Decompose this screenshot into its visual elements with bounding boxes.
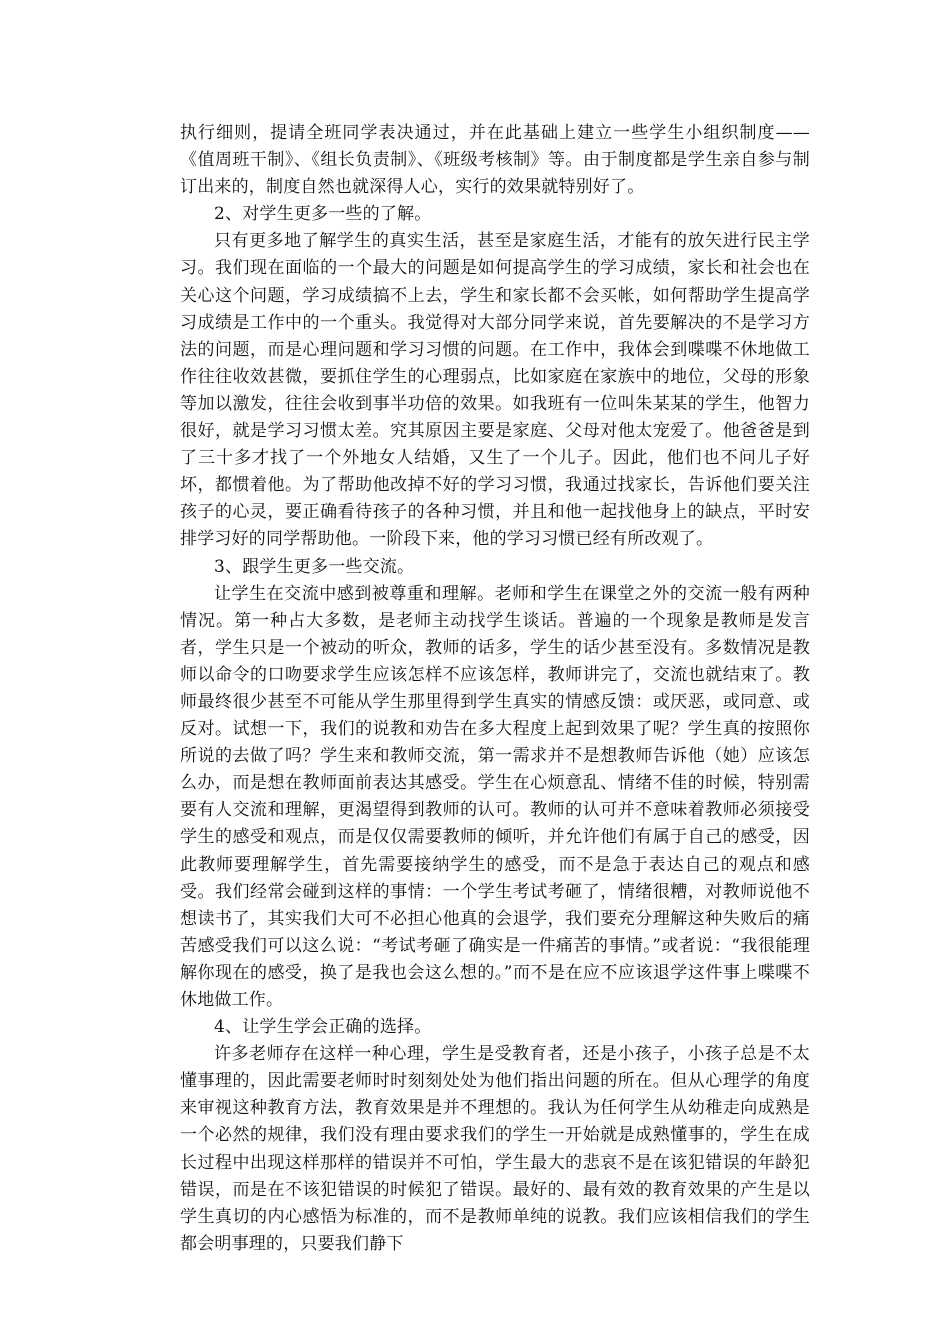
paragraph-communication: 让学生在交流中感到被尊重和理解。老师和学生在课堂之外的交流一般有两种情况。第一种占大多数，是老师主动找学生谈话。普遍的一个现象是教师是发言者，学生只是一个被动的听众，教师的话多，学生的话少甚至没有。多数情况是教师以命令的口吻要求学生应该怎样不应该怎样，教师讲完了，交流也就结束了。教师最终很少甚至不可能从学生那里得到学生真实的情感反馈：或厌恶，或同意、或反对。试想一下，我们的说教和劝告在多大程度上起到效果了呢？学生真的按照你所说的去做了吗？学生来和教师交流，第一需求并不是想教师告诉他（她）应该怎么办，而是想在教师面前表达其感受。学生在心烦意乱、情绪不佳的时候，特别需要有人交流和理解，更渴望得到教师的认可。教师的认可并不意味着教师必须接受学生的感受和观点，而是仅仅需要教师的倾听，并允许他们有属于自己的感受，因此教师要理解学生，首先需要接纳学生的感受，而不是急于表达自己的观点和感受。我们经常会碰到这样的事情：一个学生考试考砸了，情绪很糟，对教师说他不想读书了，其实我们大可不必担心他真的会退学，我们要充分理解这种失败后的痛苦感受我们可以这么说：“考试考砸了确实是一件痛苦的事情。”或者说：“我很能理解你现在的感受，换了是我也会这么想的。”而不是在应不应该退学这件事上喋喋不休地做工作。	[180, 583, 810, 1010]
paragraph-correct-choice: 许多老师存在这样一种心理，学生是受教育者，还是小孩子，小孩子总是不太懂事理的，因此需要老师时时刻刻处处为他们指出问题的所在。但从心理学的角度来审视这种教育方法，教育效果是并不理想的。我认为任何学生从幼稚走向成熟是一个必然的规律，我们没有理由要求我们的学生一开始就是成熟懂事的，学生在成长过程中出现这样那样的错误并不可怕，学生最大的悲哀不是在该犯错误的年龄犯错误，而是在不该犯错误的时候犯了错误。最好的、最有效的教育效果的产生是以学生真切的内心感悟为标准的，而不是教师单纯的说教。我们应该相信我们的学生都会明事理的，只要我们静下	[180, 1044, 810, 1254]
section-heading-2: 2、对学生更多一些的了解。	[214, 204, 432, 225]
paragraph-understanding-students: 只有更多地了解学生的真实生活，甚至是家庭生活，才能有的放矢进行民主学习。我们现在面临的一个最大的问题是如何提高学生的学习成绩，家长和社会也在关心这个问题，学习成绩搞不上去，学生和家长都不会买帐，如何帮助学生提高学习成绩是工作中的一个重头。我觉得对大部分同学来说，首先要解决的不是学习方法的问题，而是心理问题和学习习惯的问题。在工作中，我体会到喋喋不休地做工作往往收效甚微，要抓住学生的心理弱点，比如家庭在家族中的地位，父母的形象等加以激发，往往会收到事半功倍的效果。如我班有一位叫朱某某的学生，他智力很好，就是学习习惯太差。究其原因主要是家庭、父母对他太宠爱了。他爸爸是到了三十多才找了一个外地女人结婚，又生了一个儿子。因此，他们也不问儿子好坏，都惯着他。为了帮助他改掉不好的学习习惯，我通过找家长，告诉他们要关注孩子的心灵，要正确看待孩子的各种习惯，并且和他一起找他身上的缺点，平时安排学习好的同学帮助他。一阶段下来，他的学习习惯已经有所改观了。	[180, 231, 810, 550]
document-body	[180, 120, 810, 1258]
section-heading-3: 3、跟学生更多一些交流。	[214, 556, 415, 577]
paragraph-rules-continuation: 执行细则，提请全班同学表决通过，并在此基础上建立一些学生小组织制度——《值周班干制》、《组长负责制》、《班级考核制》等。由于制度都是学生亲自参与制订出来的，制度自然也就深得人心，实行的效果就特别好了。	[180, 123, 810, 198]
section-heading-4: 4、让学生学会正确的选择。	[214, 1017, 432, 1038]
